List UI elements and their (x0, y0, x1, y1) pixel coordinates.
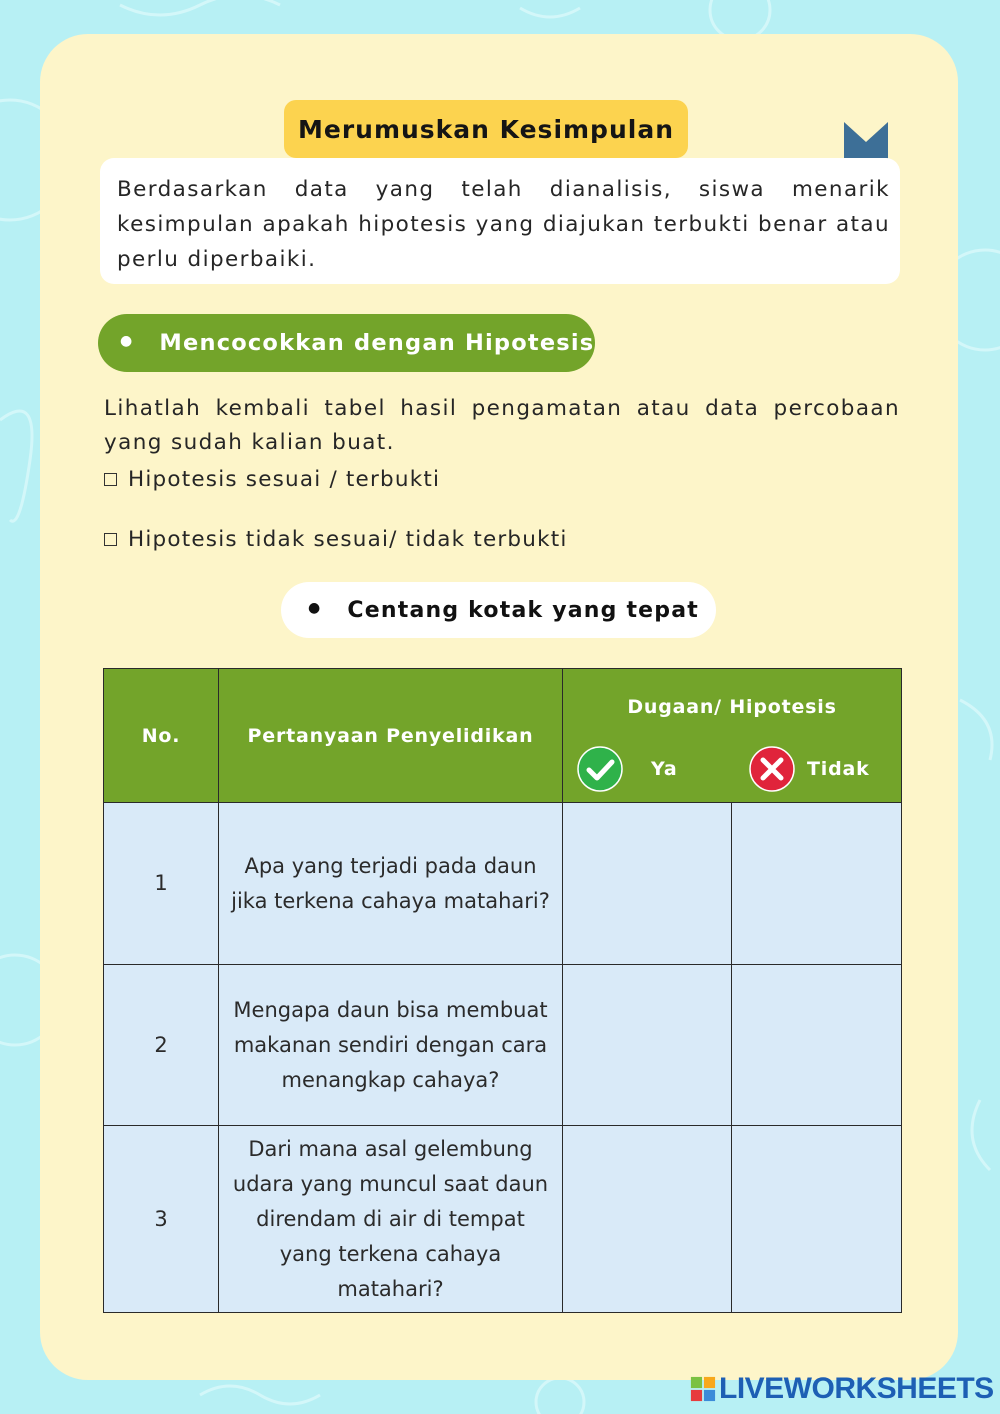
check-heading-label: Centang kotak yang tepat (347, 597, 699, 623)
header-yes-no (563, 736, 902, 803)
header-no: No. (104, 669, 219, 803)
header-yes-label: Ya (651, 758, 678, 780)
answer-yes-cell[interactable] (563, 965, 732, 1126)
option-hypothesis-proven[interactable] (104, 467, 440, 492)
investigation-table (103, 668, 902, 1313)
answer-no-cell[interactable] (732, 803, 902, 965)
liveworksheets-brand[interactable] (690, 1372, 994, 1406)
table-row (104, 1126, 902, 1313)
answer-no-cell[interactable] (732, 965, 902, 1126)
close-circle-icon (749, 746, 795, 792)
page-title: Merumuskan Kesimpulan (284, 100, 688, 158)
intro-text: Berdasarkan data yang telah dianalisis, siswa menarik kesimpulan apakah hipotesis yang diajukan terbukti benar atau perlu diperbaiki. (117, 177, 890, 272)
option-hypothesis-not-proven[interactable] (104, 527, 568, 552)
brand-label: LIVEWORKSHEETS (719, 1372, 994, 1405)
answer-yes-cell[interactable] (563, 1126, 732, 1313)
header-question: Pertanyaan Penyelidikan (219, 669, 563, 803)
header-no-answer-label: Tidak (807, 758, 870, 780)
section-heading-label: Mencocokkan dengan Hipotesis (159, 330, 595, 356)
checkbox-icon[interactable] (104, 533, 117, 546)
liveworksheets-logo-icon (690, 1376, 716, 1402)
bullet-icon: ● (308, 600, 322, 616)
option-label: Hipotesis tidak sesuai/ tidak terbukti (128, 527, 568, 552)
checkbox-icon[interactable] (104, 473, 117, 486)
table-row (104, 803, 902, 965)
row-number: 2 (104, 965, 219, 1126)
check-heading (281, 582, 716, 638)
option-label: Hipotesis sesuai / terbukti (128, 467, 441, 492)
instruction-text: Lihatlah kembali tabel hasil pengamatan atau data percobaan yang sudah kalian buat. (104, 396, 900, 455)
row-question: Dari mana asal gelembung udara yang muncul saat daun direndam di air di tempat yang terkena cahaya matahari? (219, 1126, 563, 1313)
table-row (104, 965, 902, 1126)
section-heading (98, 314, 595, 372)
row-question: Apa yang terjadi pada daun jika terkena cahaya matahari? (219, 803, 563, 965)
bookmark-icon (844, 122, 888, 162)
bullet-icon: ● (120, 333, 134, 349)
intro-box (100, 158, 900, 284)
row-question: Mengapa daun bisa membuat makanan sendiri dengan cara menangkap cahaya? (219, 965, 563, 1126)
header-hypothesis-label: Dugaan/ Hipotesis (627, 695, 837, 718)
check-circle-icon (577, 746, 623, 792)
answer-yes-cell[interactable] (563, 803, 732, 965)
row-number: 1 (104, 803, 219, 965)
row-number: 3 (104, 1126, 219, 1313)
header-hypothesis (563, 669, 902, 737)
answer-no-cell[interactable] (732, 1126, 902, 1313)
